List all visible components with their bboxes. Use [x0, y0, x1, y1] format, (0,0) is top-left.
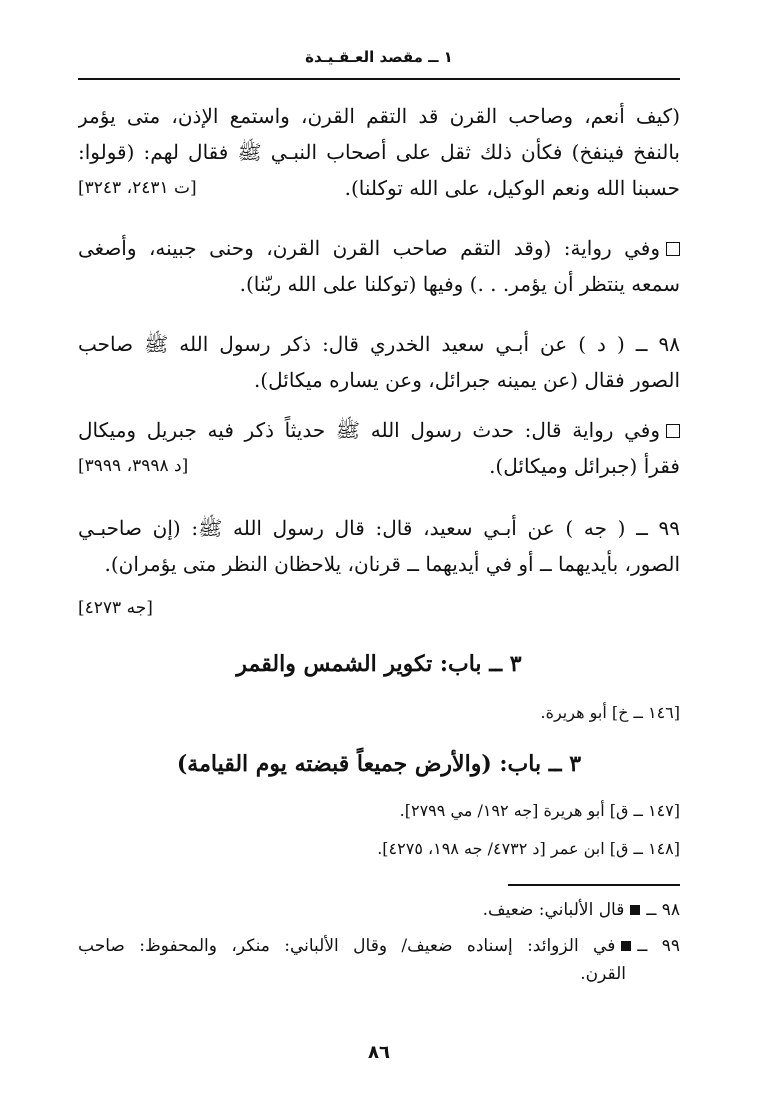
- text-line: ٩٨ ــ ( د ) عن أبـي سعيد الخدري قال: ذكر رسول الله ﷺ صاحب: [78, 332, 680, 356]
- citation-reference: [د ٣٩٩٨، ٣٩٩٩]: [78, 456, 189, 476]
- text-line: بالنفخ فينفخ) فكأن ذلك ثقل على أصحاب النبـي ﷺ فقال لهم: (قولوا:: [78, 140, 680, 164]
- citation-reference: [جه ٤٢٧٣]: [78, 598, 153, 618]
- header-rule: [78, 78, 680, 80]
- square-bullet-icon: [666, 242, 680, 256]
- text-line: [78, 932, 680, 960]
- text-line: (كيف أنعم، وصاحب القرن قد التقم القرن، واستمع الإذن، متى يؤمر: [78, 104, 680, 128]
- hadith-continuation: [78, 98, 680, 206]
- filled-square-icon: [621, 941, 631, 951]
- running-title: ١ ــ مقصد العـقـيـدة: [305, 48, 453, 66]
- hadith-98: [78, 326, 680, 398]
- text-line: ٩٩ ــ ( جه ) عن أبـي سعيد، قال: قال رسول الله ﷺ: (إن صاحبـي: [78, 516, 680, 540]
- chapter-reference: [١٤٨ ــ ق] ابن عمر [د ٤٧٣٢/ جه ١٩٨، ٤٢٧٥].: [377, 839, 680, 858]
- hadith-98-variant: [78, 412, 680, 484]
- narration-variant: [78, 230, 680, 302]
- text-line: الصور فقال (عن يمينه جبرائل، وعن يساره ميكائل).: [253, 368, 680, 392]
- text-span: وفي رواية قال: حدث رسول الله ﷺ حديثاً ذكر فيه جبريل وميكال: [78, 418, 660, 442]
- page-number: ٨٦: [368, 1042, 390, 1063]
- footnote-text: قال الألباني: ضعيف.: [482, 900, 625, 920]
- footnote-number: ٩٨ ــ: [646, 900, 680, 920]
- chapter-reference: [١٤٦ ــ خ] أبو هريرة.: [540, 703, 680, 722]
- chapter-reference: [١٤٧ ــ ق] أبو هريرة [جه ١٩٢/ مي ٢٧٩٩].: [399, 801, 680, 820]
- text-line: [78, 412, 680, 448]
- chapter-heading: ٣ ــ باب: (والأرض جميعاً قبضته يوم القيامة): [176, 751, 582, 777]
- footnote-text: القرن.: [580, 964, 626, 984]
- square-bullet-icon: [666, 424, 680, 438]
- citation-reference: [ت ٢٤٣١، ٣٢٤٣]: [78, 178, 197, 198]
- filled-square-icon: [630, 905, 640, 915]
- footnote-number: ٩٩ ــ: [637, 936, 680, 956]
- hadith-99: [78, 510, 680, 582]
- footnote-rule: [508, 884, 680, 886]
- text-line: الصور، بأيديهما ــ أو في أيديهما ــ قرنان، يلاحظان النظر متى يؤمران).: [104, 552, 680, 576]
- chapter-heading: ٣ ــ باب: تكوير الشمس والقمر: [236, 651, 522, 677]
- text-span: وفي رواية: (وقد التقم صاحب القرن القرن، وحنى جبينه، وأصغى: [78, 236, 660, 260]
- footnote-99: [78, 932, 680, 988]
- text-line-with-reference: [78, 170, 680, 206]
- footnote-text: في الزوائد: إسناده ضعيف/ وقال الألباني: منكر، والمحفوظ: صاحب: [78, 936, 616, 956]
- footnote-98: [78, 896, 680, 924]
- text-line-with-reference: [78, 448, 680, 484]
- text-line: سمعه ينتظر أن يؤمر. . .) وفيها (توكلنا على الله ربّنا).: [239, 272, 680, 296]
- hadith-99-reference-row: [78, 598, 680, 618]
- text-line: حسبنا الله ونعم الوكيل، على الله توكلنا).: [344, 176, 680, 200]
- text-line: فقرأ (جبرائل وميكائل).: [489, 454, 680, 478]
- text-line: [78, 230, 680, 266]
